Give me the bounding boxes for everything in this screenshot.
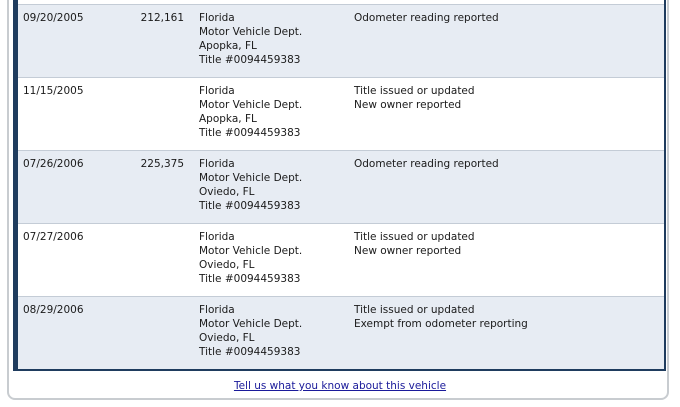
record-date: 08/29/2006 [23, 304, 84, 316]
record-comments [354, 157, 499, 171]
source-state: Florida [199, 304, 235, 316]
source-agency: Motor Vehicle Dept. [199, 318, 303, 330]
record-source [199, 84, 302, 140]
record-date: 07/27/2006 [23, 231, 84, 243]
source-title-number: Title #0094459383 [199, 127, 301, 139]
record-source [199, 11, 302, 67]
source-agency: Motor Vehicle Dept. [199, 99, 303, 111]
history-record-row [18, 150, 664, 223]
comment-line: Title issued or updated [354, 304, 475, 316]
source-title-number: Title #0094459383 [199, 273, 301, 285]
source-location: Oviedo, FL [199, 259, 255, 271]
source-location: Oviedo, FL [199, 332, 255, 344]
record-source [199, 230, 302, 286]
record-source [199, 157, 302, 213]
record-comments [354, 303, 528, 331]
record-comments [354, 11, 499, 25]
source-location: Apopka, FL [199, 113, 257, 125]
source-title-number: Title #0094459383 [199, 346, 301, 358]
history-record-row [18, 77, 664, 150]
vehicle-history-records [13, 0, 666, 371]
source-location: Apopka, FL [199, 40, 257, 52]
comment-line: Title issued or updated [354, 85, 475, 97]
record-source [199, 303, 302, 359]
source-agency: Motor Vehicle Dept. [199, 26, 303, 38]
tell-us-about-vehicle-link[interactable]: Tell us what you know about this vehicle [233, 380, 447, 392]
comment-line: New owner reported [354, 99, 462, 111]
source-state: Florida [199, 12, 235, 24]
record-comments [354, 84, 475, 112]
record-mileage: 225,375 [140, 158, 184, 170]
record-date: 07/26/2006 [23, 158, 84, 170]
source-title-number: Title #0094459383 [199, 200, 301, 212]
history-record-row [18, 296, 664, 369]
record-comments [354, 230, 475, 258]
source-location: Oviedo, FL [199, 186, 255, 198]
comment-line: Exempt from odometer reporting [354, 318, 528, 330]
record-mileage: 212,161 [140, 12, 184, 24]
source-state: Florida [199, 158, 235, 170]
comment-line: Odometer reading reported [354, 158, 499, 170]
source-title-number: Title #0094459383 [199, 54, 301, 66]
record-date: 09/20/2005 [23, 12, 84, 24]
source-state: Florida [199, 231, 235, 243]
history-record-row [18, 223, 664, 296]
comment-line: Title issued or updated [354, 231, 475, 243]
comment-line: New owner reported [354, 245, 462, 257]
history-record-row [18, 4, 664, 77]
source-state: Florida [199, 85, 235, 97]
source-agency: Motor Vehicle Dept. [199, 172, 303, 184]
comment-line: Odometer reading reported [354, 12, 499, 24]
record-date: 11/15/2005 [23, 85, 84, 97]
source-agency: Motor Vehicle Dept. [199, 245, 303, 257]
